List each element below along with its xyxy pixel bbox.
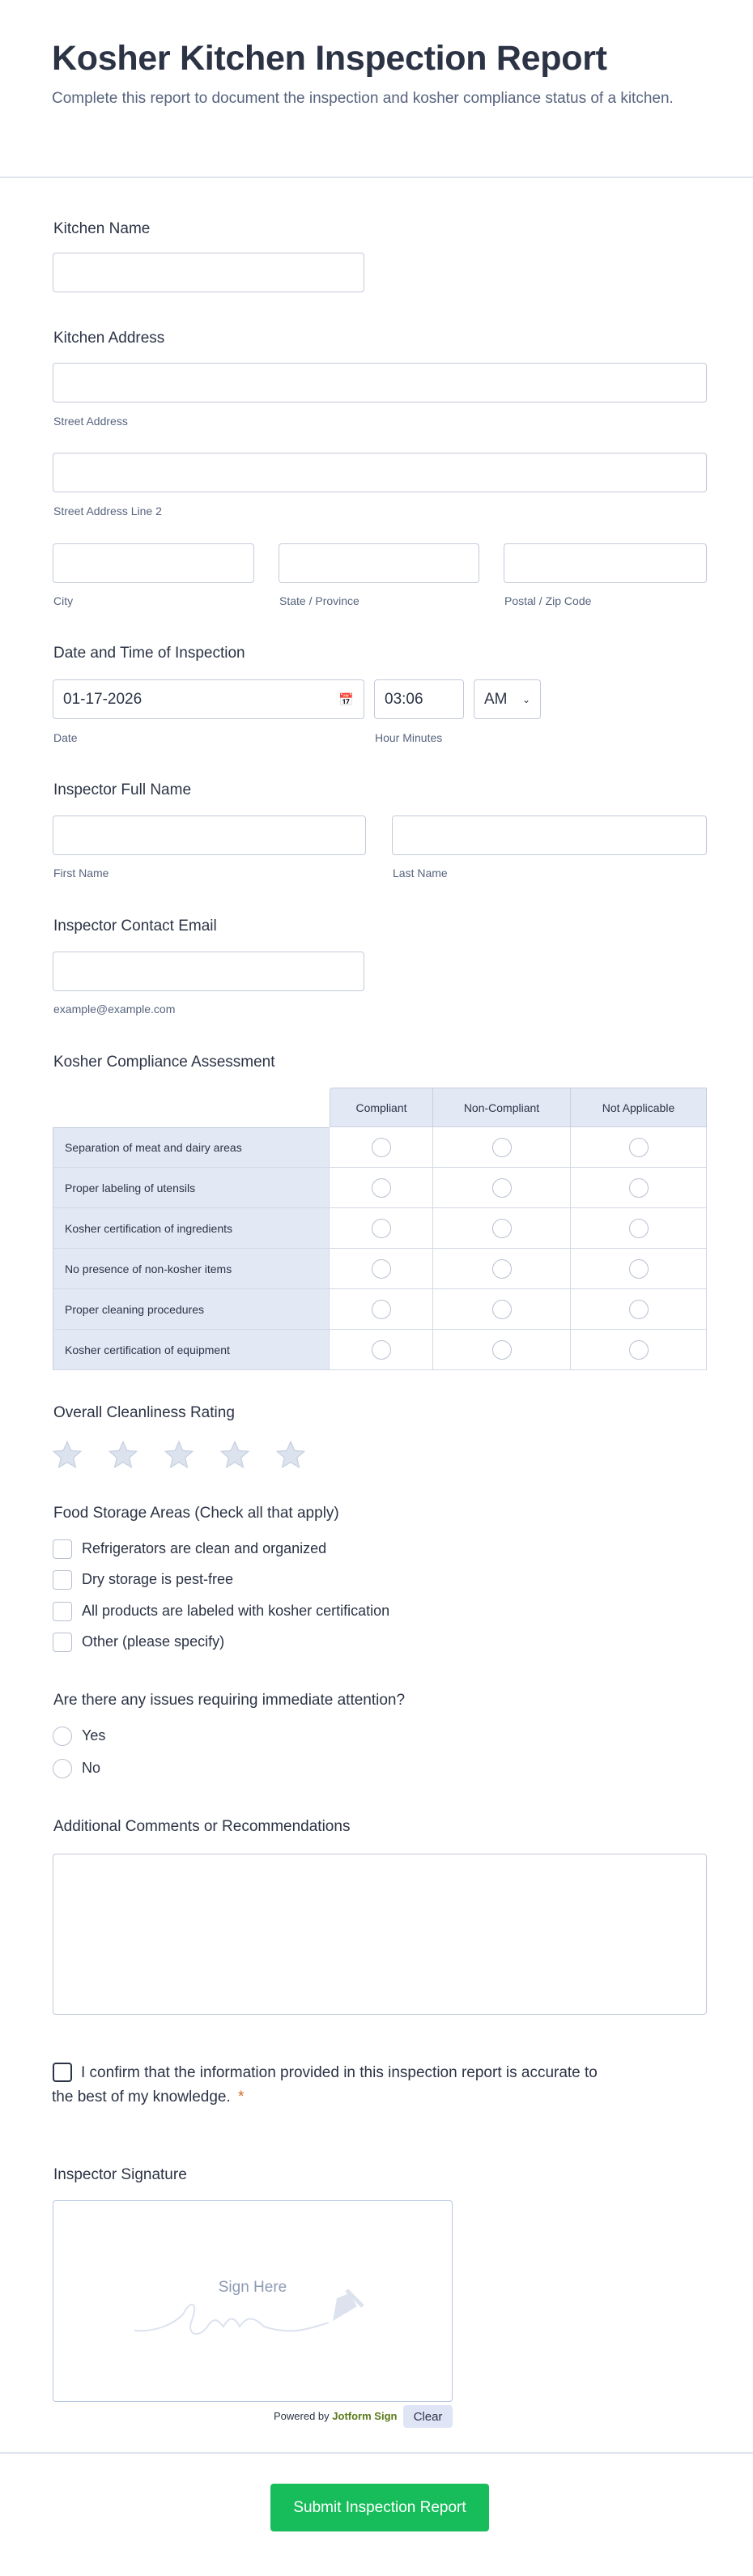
compliance-matrix [53, 1088, 707, 1370]
confirm-text-block [52, 2061, 602, 2110]
matrix-cell [571, 1249, 707, 1289]
star-icon[interactable] [163, 1439, 195, 1471]
matrix-radio[interactable] [492, 1138, 512, 1157]
matrix-radio[interactable] [492, 1219, 512, 1238]
matrix-row [53, 1168, 707, 1208]
matrix-radio[interactable] [492, 1300, 512, 1319]
column-header: Not Applicable [571, 1088, 707, 1127]
checkbox[interactable] [53, 1570, 72, 1590]
ampm-select[interactable] [474, 679, 541, 719]
page-subtitle: Complete this report to document the inspection and kosher compliance status of a kitchen. [52, 90, 674, 107]
matrix-cell [330, 1127, 433, 1168]
signature-pad[interactable] [53, 2200, 453, 2402]
email-sublabel: example@example.com [53, 1003, 176, 1015]
checkbox-label: Refrigerators are clean and organized [82, 1540, 327, 1556]
state-input[interactable] [279, 543, 479, 583]
matrix-radio[interactable] [372, 1300, 391, 1319]
matrix-row-label: Proper cleaning procedures [53, 1289, 330, 1330]
street-address-sublabel: Street Address [53, 415, 128, 428]
matrix-radio[interactable] [629, 1259, 649, 1279]
matrix-cell [433, 1330, 571, 1370]
time-input[interactable]: 03:06 [374, 679, 464, 719]
checkbox-label: All products are labeled with kosher certification [82, 1603, 390, 1619]
last-name-sublabel: Last Name [393, 866, 448, 879]
checkbox[interactable] [53, 1633, 72, 1652]
star-icon[interactable] [107, 1439, 139, 1471]
divider [0, 2452, 753, 2454]
matrix-row-label: Kosher certification of equipment [53, 1330, 330, 1370]
matrix-radio[interactable] [372, 1340, 391, 1360]
matrix-radio[interactable] [492, 1178, 512, 1198]
matrix-cell [571, 1208, 707, 1249]
matrix-row-label: Kosher certification of ingredients [53, 1208, 330, 1249]
powered-by [274, 2410, 397, 2422]
address-label: Kitchen Address [53, 330, 165, 347]
city-input[interactable] [53, 543, 254, 583]
kitchen-name-label: Kitchen Name [53, 220, 151, 237]
email-label: Inspector Contact Email [53, 918, 217, 935]
powered-by-text: Powered by [274, 2410, 330, 2422]
zip-input[interactable] [504, 543, 707, 583]
matrix-cell [330, 1208, 433, 1249]
checkbox-label: Dry storage is pest-free [82, 1571, 234, 1587]
submit-button[interactable]: Submit Inspection Report [270, 2484, 489, 2531]
state-sublabel: State / Province [279, 594, 359, 607]
kitchen-name-input[interactable] [53, 253, 364, 292]
star-icon[interactable] [51, 1439, 83, 1471]
radio-no[interactable] [53, 1759, 72, 1778]
checkbox[interactable] [53, 1602, 72, 1621]
date-value: 01-17-2026 [63, 690, 143, 708]
radio-yes[interactable] [53, 1727, 72, 1746]
matrix-row [53, 1127, 707, 1168]
matrix-radio[interactable] [629, 1340, 649, 1360]
email-input[interactable] [53, 952, 364, 991]
matrix-row [53, 1289, 707, 1330]
matrix-row-label: Proper labeling of utensils [53, 1168, 330, 1208]
radio-label: Yes [82, 1727, 106, 1744]
calendar-icon[interactable]: 📅 [338, 692, 354, 707]
matrix-cell [433, 1289, 571, 1330]
checkbox[interactable] [53, 1539, 72, 1559]
matrix-cell [330, 1330, 433, 1370]
matrix-label: Kosher Compliance Assessment [53, 1054, 275, 1071]
matrix-row-label: No presence of non-kosher items [53, 1249, 330, 1289]
street-address2-sublabel: Street Address Line 2 [53, 505, 162, 517]
last-name-input[interactable] [392, 815, 707, 855]
signature-label: Inspector Signature [53, 2166, 187, 2183]
comments-textarea[interactable] [53, 1854, 707, 2015]
checkbox-label: Other (please specify) [82, 1633, 225, 1650]
matrix-cell [433, 1168, 571, 1208]
page-title: Kosher Kitchen Inspection Report [52, 39, 607, 78]
matrix-cell [330, 1289, 433, 1330]
matrix-radio[interactable] [372, 1178, 391, 1198]
rating-label: Overall Cleanliness Rating [53, 1404, 235, 1421]
date-input[interactable] [53, 679, 364, 719]
matrix-cell [433, 1249, 571, 1289]
matrix-row [53, 1330, 707, 1370]
jotform-sign-link[interactable]: Jotform Sign [332, 2410, 398, 2422]
matrix-row [53, 1208, 707, 1249]
matrix-row-label: Separation of meat and dairy areas [53, 1127, 330, 1168]
inspector-name-label: Inspector Full Name [53, 781, 192, 798]
matrix-cell [571, 1127, 707, 1168]
star-icon[interactable] [219, 1439, 251, 1471]
sign-here-placeholder: Sign Here [218, 2279, 287, 2296]
matrix-cell [571, 1330, 707, 1370]
star-icon[interactable] [274, 1439, 307, 1471]
required-asterisk: * [238, 2088, 245, 2106]
matrix-cell [571, 1168, 707, 1208]
divider [0, 177, 753, 178]
matrix-radio[interactable] [629, 1138, 649, 1157]
matrix-radio[interactable] [372, 1138, 391, 1157]
storage-label: Food Storage Areas (Check all that apply) [53, 1505, 339, 1522]
matrix-radio[interactable] [492, 1340, 512, 1360]
clear-signature-button[interactable]: Clear [403, 2405, 453, 2428]
matrix-radio[interactable] [629, 1219, 649, 1238]
matrix-radio[interactable] [629, 1300, 649, 1319]
matrix-cell [433, 1127, 571, 1168]
first-name-sublabel: First Name [53, 866, 109, 879]
zip-sublabel: Postal / Zip Code [504, 594, 592, 607]
column-header: Compliant [330, 1088, 433, 1127]
radio-label: No [82, 1760, 101, 1776]
matrix-radio[interactable] [629, 1178, 649, 1198]
confirm-text: I confirm that the information provided in this inspection report is accurate to the best of my knowledge. [52, 2064, 598, 2106]
matrix-row [53, 1249, 707, 1289]
comments-label: Additional Comments or Recommendations [53, 1818, 351, 1835]
matrix-cell [330, 1168, 433, 1208]
date-sublabel: Date [53, 731, 78, 744]
first-name-input[interactable] [53, 815, 366, 855]
column-header: Non-Compliant [433, 1088, 571, 1127]
matrix-radio[interactable] [372, 1259, 391, 1279]
issues-label: Are there any issues requiring immediate attention? [53, 1692, 406, 1709]
matrix-cell [571, 1289, 707, 1330]
time-sublabel: Hour Minutes [375, 731, 443, 744]
datetime-label: Date and Time of Inspection [53, 645, 245, 662]
city-sublabel: City [53, 594, 74, 607]
chevron-down-icon: ⌄ [521, 693, 530, 705]
street-address2-input[interactable] [53, 453, 707, 492]
street-address-input[interactable] [53, 363, 707, 402]
ampm-value: AM [484, 690, 508, 708]
matrix-cell [433, 1208, 571, 1249]
matrix-cell [330, 1249, 433, 1289]
matrix-radio[interactable] [372, 1219, 391, 1238]
signature-scribble-icon [134, 2282, 377, 2347]
matrix-radio[interactable] [492, 1259, 512, 1279]
